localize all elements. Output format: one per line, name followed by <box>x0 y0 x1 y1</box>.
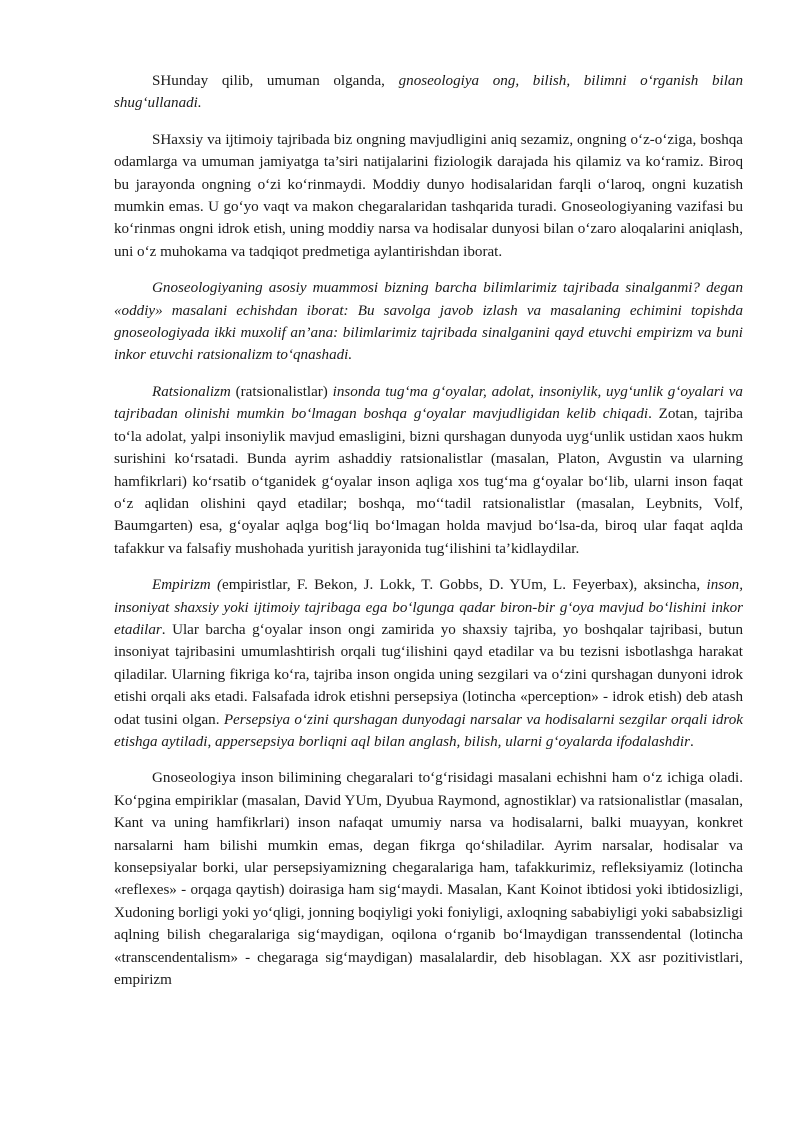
paragraph-summary: SHunday qilib, umuman olganda, gnoseologiya ong, bilish, bilimni o‘rganish bilan shug‘ullanadi. <box>114 73 743 112</box>
paragraph-empiricism: Empirizm (empiristlar, F. Bekon, J. Lokk, T. Gobbs, D. YUm, L. Feyerbax), aksincha, inson, insoniyat shaxsiy yoki ijtimoiy tajribaga ega bo‘lgunga qadar biron-bir g‘oya mavjud bo‘lishini inkor etadilar. Ular barcha g‘oyalar inson ongi zamirida yo shaxsiy tajriba, yo boshqalar tajribasi, butun insoniyat tajribasini umumlashtirish orqali tug‘ilishini qayd etadilar va bu tezisni isbotlashga harakat qiladilar. Ularning fikriga ko‘ra, tajriba inson ongida uning sezgilari va o‘zini qurshagan dunyoni idrok etishi orqali aks etadi. Falsafada idrok etishni persepsiya (lotincha «perception» - idrok etish) deb atash odat tusini olgan. Persepsiya o‘zini qurshagan dunyodagi narsalar va hodisalarni sezgilar orqali idrok etishga aytiladi, appersepsiya borliqni aql bilan anglash, bilish, ularni g‘oyalarda ifodalashdir. <box>114 577 743 750</box>
paragraph-rationalism: Ratsionalizm (ratsionalistlar) insonda tug‘ma g‘oyalar, adolat, insoniylik, uyg‘unlik g‘oyalari va tajribadan olinishi mumkin bo‘lmagan boshqa g‘oyalar mavjudligidan kelib chiqadi. Zotan, tajriba to‘la adolat, yalpi insoniylik mavjud emasligini, bizni qurshagan dunyoda uyg‘unlik ustidan xaos hukm surishini ko‘rsatadi. Bunda ayrim ashaddiy ratsionalistlar (masalan, Platon, Avgustin va ularning hamfikrlari) ko‘rsatib o‘tganidek g‘oyalar inson aqliga xos tug‘ma g‘oyalar bo‘lib, ularni inson faqat o‘z aqlidan olishini qayd etadilar; boshqa, mo‘‘tadil ratsionalistlar (masalan, Leybnits, Volf, Baumgarten) esa, g‘oyalar aqlga bog‘liq bo‘lmagan holda mavjud bo‘lsa-da, biroq ular faqat aqlda tafakkur va falsafiy mushohada yuritish jarayonida tug‘ilishini ta’kidlaydilar. <box>114 383 743 557</box>
paragraph-limits-of-knowledge: Gnoseologiya inson bilimining chegaralari to‘g‘risidagi masalani echishni ham o‘z ichiga oladi. Ko‘pgina empiriklar (masalan, David YUm, Dyubua Raymond, agnostiklar) va ratsionalistlar (masalan, Kant va uning hamfikrlari) inson nafaqat umumiy narsa va hodisalarni, balki muayyan, konkret narsalarni ham bilishi mumkin emas, degan fikrga qo‘shiladilar. Ayrim narsalar, hodisalar va konsepsiyalar borki, ular persepsiyamizning chegaralariga ham, tafakkurimiz, refleksiyamiz (lotincha «reflexes» - orqaga qaytish) doirasiga ham sig‘maydi. Masalan, Kant Koinot ibtidosi yoki ibtidosizligi, Xudoning borligi yoki yo‘qligi, jonning boqiyligi yoki foniyligi, axloqning sababiyligi yoki sababsizligi aqlning bilish chegaralariga sig‘maydigan, oqilona o‘rganib bo‘lmaydigan transsendental (lotincha «transcendentalism» - chegaraga sig‘maydigan) masalalardir, deb hisoblagan. XX asr pozitivistlari, empirizm <box>114 770 743 989</box>
paragraph-main-problem: Gnoseologiyaning asosiy muammosi bizning barcha bilimlarimiz tajribada sinalganmi? degan «oddiy» masalani echishdan iborat: Bu savolga javob izlash va masalaning echimini topishda gnoseologiyada ikki muxolif an’ana: bilimlarimiz tajribada sinalganini qayd etuvchi empirizm va buni inkor etuvchi ratsionalizm to‘qnashadi. <box>114 280 743 364</box>
paragraph-consciousness: SHaxsiy va ijtimoiy tajribada biz ongning mavjudligini aniq sezamiz, ongning o‘z-o‘ziga, boshqa odamlarga va umuman jamiyatga ta’siri natijalarini fiziologik darajada his qilamiz va ko‘ramiz. Biroq bu jarayonda ongning o‘zi ko‘rinmaydi. Moddiy dunyo hodisalaridan farqli o‘laroq, ongni kuzatish mumkin emas. U go‘yo vaqt va makon chegaralaridan tashqarida turadi. Gnoseologiyaning vazifasi bu ko‘rinmas ongni idrok etish, uning moddiy narsa va hodisalar dunyosi bilan o‘zaro aloqalarini aniqlash, uni o‘z muhokama va tadqiqot predmetiga aylantirishdan iborat. <box>114 131 743 260</box>
